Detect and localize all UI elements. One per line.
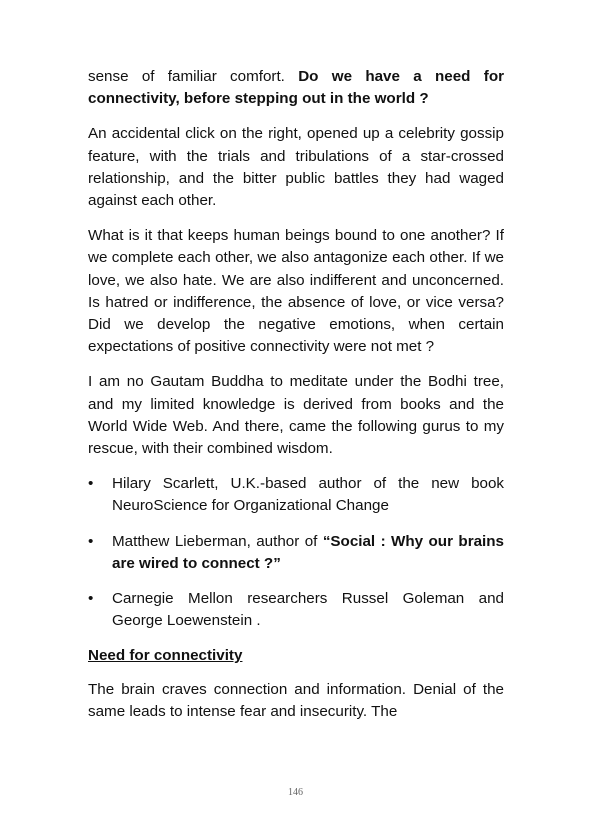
paragraph-5: The brain craves connection and information. Denial of the same leads to intense fear and insecurity. The: [88, 680, 504, 720]
gurus-list: [88, 473, 504, 632]
list-item: [88, 531, 504, 575]
bullet-icon: •: [88, 590, 94, 608]
list-item-text: Matthew Lieberman, author of: [112, 532, 323, 550]
paragraph-1-text: sense of familiar comfort.: [88, 68, 299, 85]
paragraph-3: What is it that keeps human beings bound to one another? If we complete each other, we also antagonize each other. If we love, we also hate. We are also indifferent and unconcerned. Is hatred or indifference, the absence of love, or vice versa? Did we develop the negative emotions, when certain expectations of positive connectivity were not met ?: [88, 227, 504, 356]
list-item-text: Hilary Scarlett, U.K.-based author of the new book NeuroScience for Organizational Change: [112, 475, 504, 515]
section-heading: Need for connectivity: [88, 647, 243, 665]
document-page: [88, 66, 504, 736]
list-item: [88, 588, 504, 632]
paragraph-1-bold-question: Do we have a need for connectivity, before stepping out in the world ?: [88, 68, 505, 108]
bullet-icon: •: [88, 475, 94, 493]
list-item-text: Carnegie Mellon researchers Russel Goleman and George Loewenstein .: [112, 590, 504, 630]
paragraph-4: I am no Gautam Buddha to meditate under the Bodhi tree, and my limited knowledge is derived from books and the World Wide Web. And there, came the following gurus to my rescue, with their combined wisdom.: [88, 373, 504, 458]
paragraph-1: [88, 66, 504, 110]
paragraph-2: An accidental click on the right, opened up a celebrity gossip feature, with the trials and tribulations of a star-crossed relationship, and the bitter public battles they had waged against each other.: [88, 125, 504, 210]
list-item: [88, 473, 504, 517]
book-title: “Social : Why our brains are wired to connect ?”: [112, 532, 504, 572]
bullet-icon: •: [88, 532, 94, 550]
page-number: 146: [288, 787, 303, 798]
